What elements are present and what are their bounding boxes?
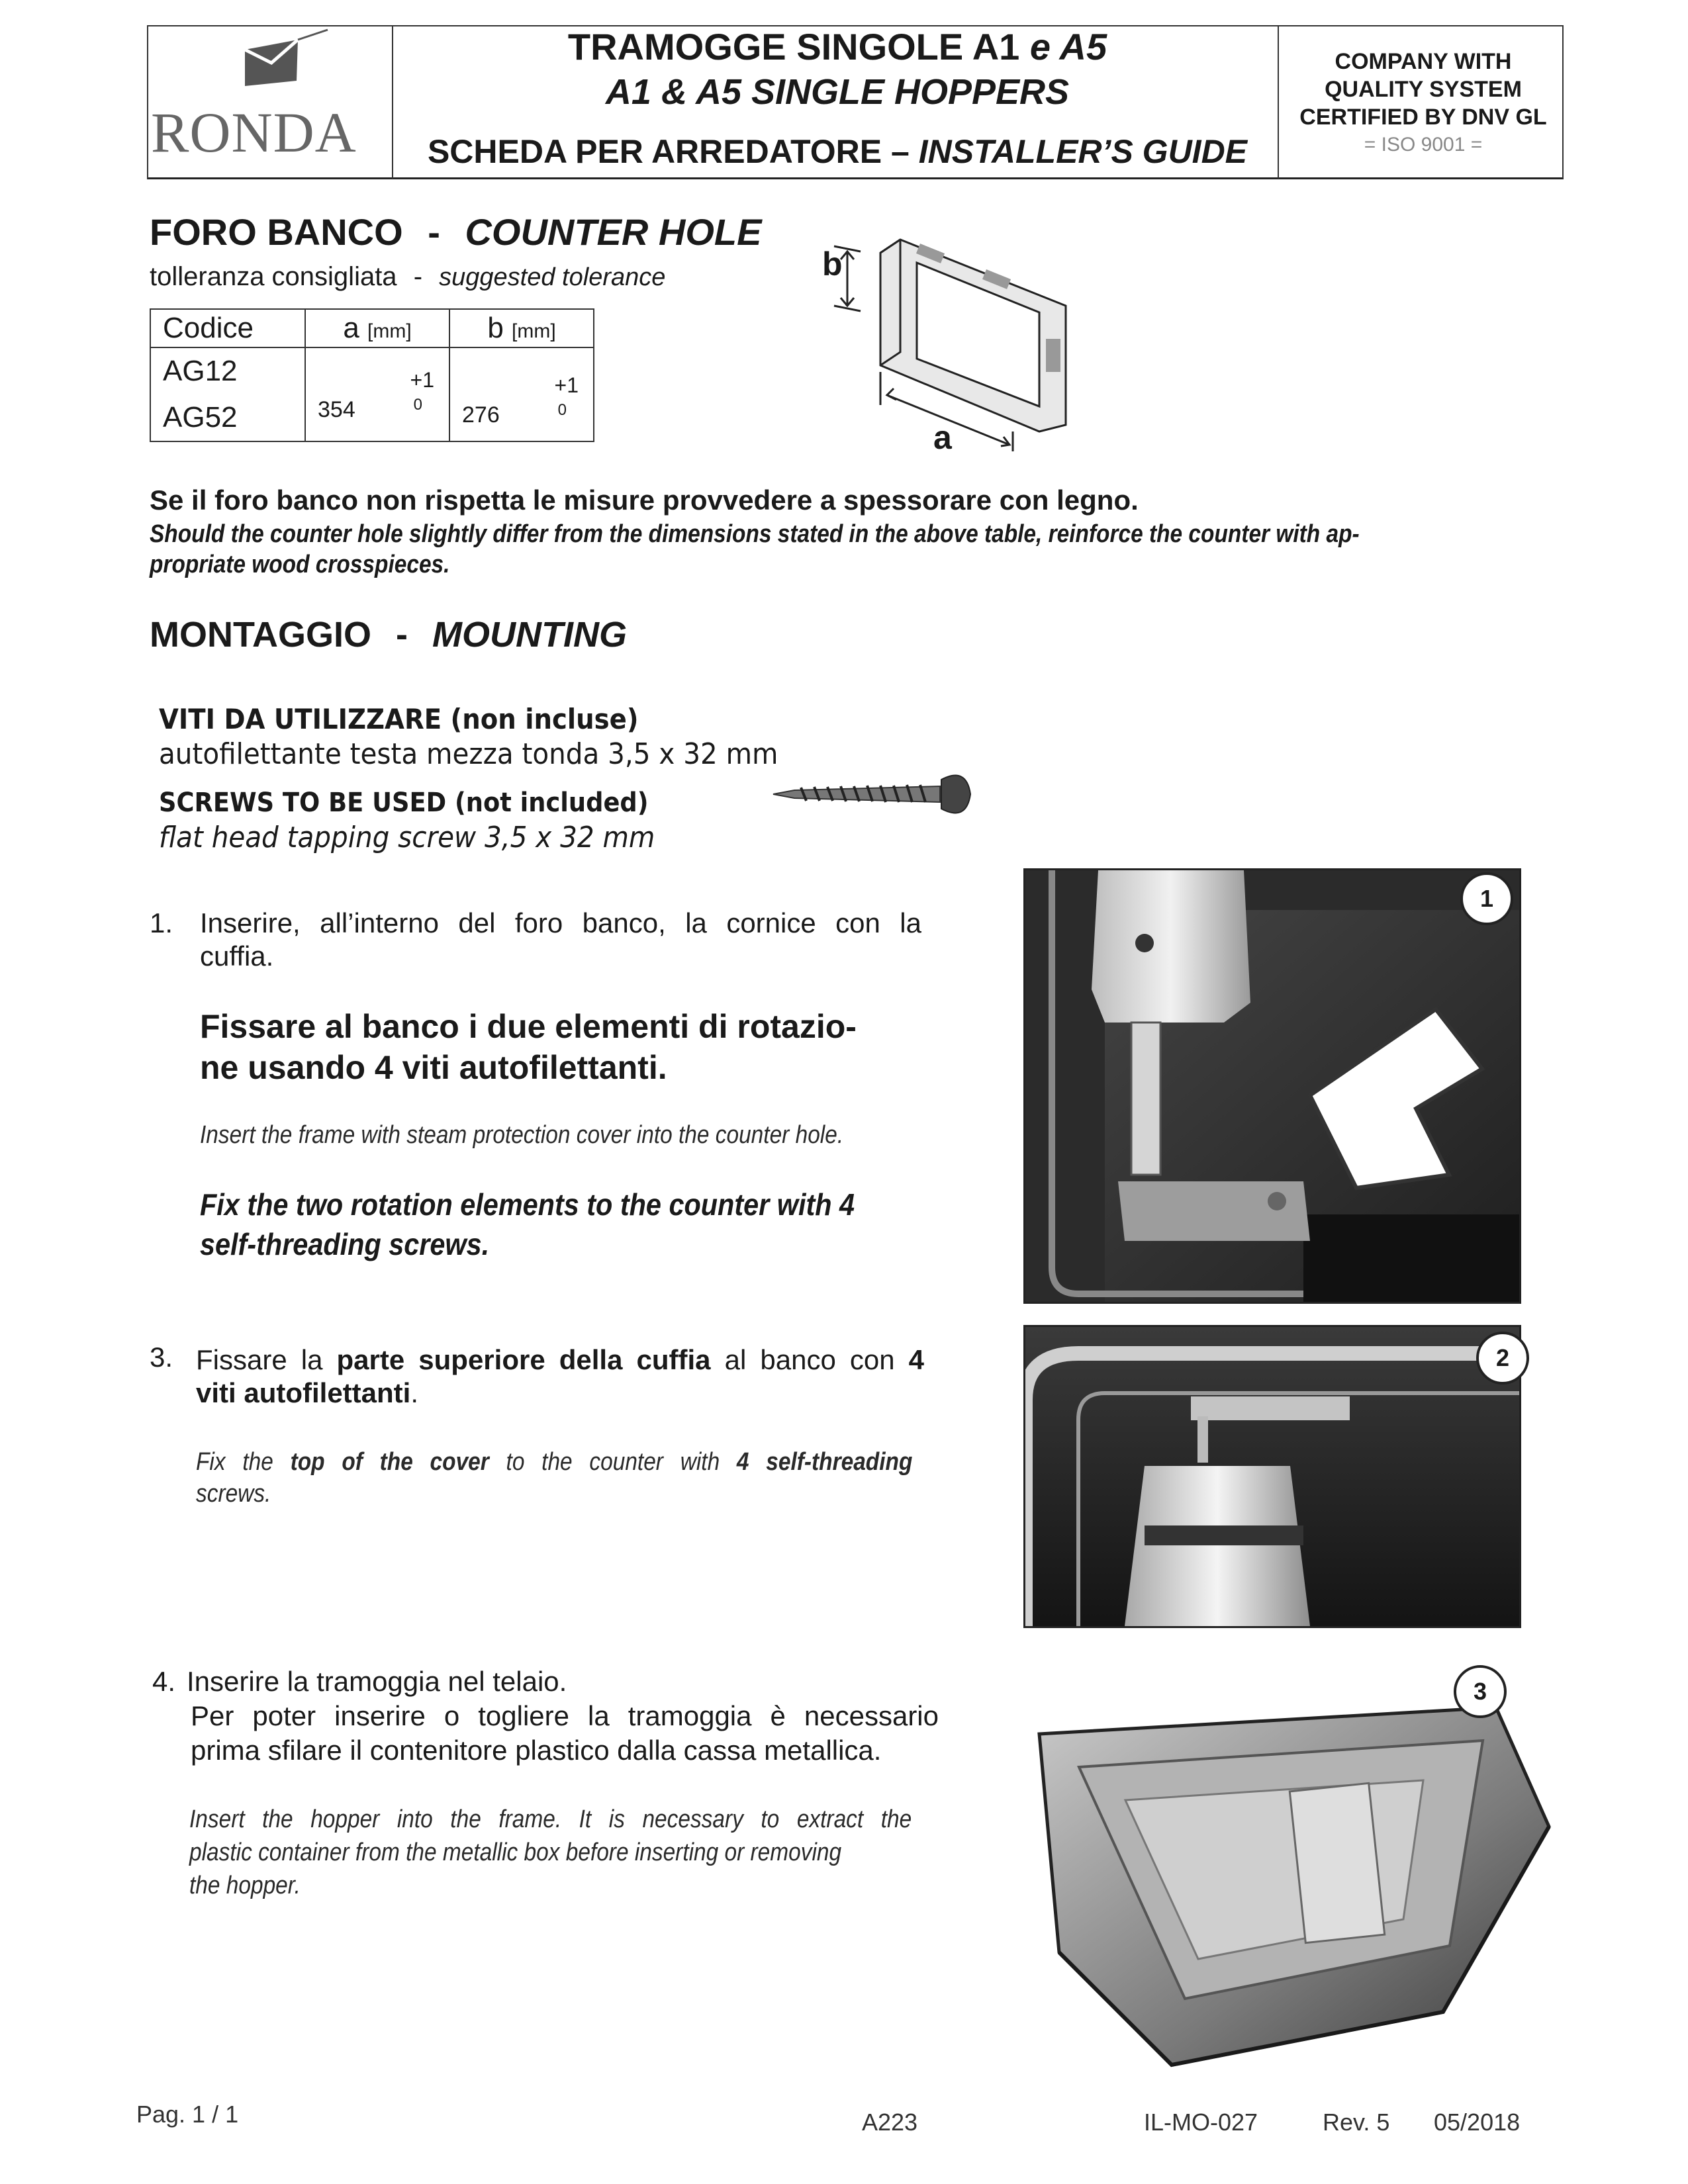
col-code-header: Codice	[150, 309, 305, 347]
counter-note-en-1: Should the counter hole slightly differ from the dimensions stated in the above table, reinforce the counter with ap-	[150, 520, 1360, 548]
cert-line-1: COMPANY WITH	[1335, 49, 1512, 74]
step-1-it-bold-line1: Fissare al banco i due elementi di rotazio-	[200, 1008, 857, 1045]
screws-it-title: VITI DA UTILIZZARE (non incluse)	[159, 703, 639, 735]
step-1-en: Insert the frame with steam protection cover into the counter hole.	[200, 1121, 844, 1149]
header-divider-left	[147, 25, 148, 179]
ronda-logo-icon	[238, 26, 331, 103]
header-divider-right	[1562, 25, 1564, 179]
step-3-number: 3.	[150, 1342, 173, 1373]
step-3-en-line1: Fix the top of the cover to the counter with 4 self-threading	[196, 1448, 913, 1476]
step-4-it-line3: prima sfilare il contenitore plastico dalla cassa metallica.	[191, 1735, 882, 1766]
logo-wordmark: RONDA	[151, 101, 357, 164]
step-1-it-bold-line2: ne usando 4 viti autofilettanti.	[200, 1049, 667, 1086]
step-3-it-line1: Fissare la parte superiore della cuffia al banco con 4	[196, 1344, 925, 1375]
step-1-en-bold-line1: Fix the two rotation elements to the counter with 4	[200, 1187, 855, 1222]
code-ag12: AG12	[163, 355, 238, 387]
a-value-cell: 354 +1 0	[305, 347, 449, 441]
photo-2-badge: 2	[1476, 1332, 1529, 1385]
cert-line-2: QUALITY SYSTEM	[1325, 77, 1522, 102]
col-b-header: b [mm]	[449, 309, 594, 347]
step-4-en-line1: Insert the hopper into the frame. It is necessary to extract the	[189, 1805, 912, 1833]
screws-en-desc: flat head tapping screw 3,5 x 32 mm	[159, 821, 655, 854]
step-4-en-line2: plastic container from the metallic box before inserting or removing	[189, 1839, 842, 1866]
step-4-number: 4.	[152, 1666, 176, 1697]
mounting-title: MONTAGGIO - MOUNTING	[150, 615, 627, 655]
counter-note-en-2: propriate wood crosspieces.	[150, 551, 450, 578]
photo-1-drill-rotation-element	[1023, 868, 1521, 1304]
b-value-cell: 276 +1 0	[449, 347, 594, 441]
header-title-en: A1 & A5 SINGLE HOPPERS	[605, 72, 1070, 112]
screw-icon	[768, 760, 980, 829]
photo-2-cover-top-screwing	[1023, 1325, 1521, 1628]
footer-revision: Rev. 5	[1323, 2109, 1390, 2136]
step-4-it-line1: Inserire la tramoggia nel telaio.	[187, 1666, 567, 1697]
diagram-label-a: a	[933, 419, 952, 456]
header-title-it: TRAMOGGE SINGOLE A1 e A5	[567, 26, 1107, 68]
header-divider-logo	[392, 25, 393, 179]
code-cell	[150, 347, 305, 441]
step-4-en-line3: the hopper.	[189, 1872, 301, 1899]
col-a-header: a [mm]	[305, 309, 449, 347]
step-1-it-line1: Inserire, all’interno del foro banco, la cornice con la	[200, 907, 921, 938]
screws-en-title: SCREWS TO BE USED (not included)	[159, 788, 649, 818]
header-divider-cert	[1278, 25, 1279, 179]
step-3-it-line2: viti autofilettanti.	[196, 1377, 419, 1408]
counter-note-it: Se il foro banco non rispetta le misure provvedere a spessorare con legno.	[150, 484, 1139, 516]
step-4-it-line2: Per poter inserire o togliere la tramoggia è necessario	[191, 1700, 939, 1731]
footer-code: A223	[862, 2109, 918, 2136]
counter-hole-diagram	[821, 233, 1099, 468]
cert-line-3: CERTIFIED BY DNV GL	[1299, 105, 1547, 130]
footer-date: 05/2018	[1434, 2109, 1521, 2136]
counter-hole-title: FORO BANCO - COUNTER HOLE	[150, 211, 762, 253]
footer-page: Pag. 1 / 1	[136, 2101, 239, 2128]
screws-it-desc: autofilettante testa mezza tonda 3,5 x 32 mm	[159, 737, 778, 771]
step-3-en-line2: screws.	[196, 1480, 271, 1508]
photo-1-badge: 1	[1460, 872, 1513, 925]
photo-3-hopper	[1019, 1668, 1562, 2081]
diagram-label-b: b	[822, 246, 843, 283]
cert-iso: = ISO 9001 =	[1364, 134, 1483, 156]
header-subtitle: SCHEDA PER ARREDATORE – INSTALLER’S GUIDE	[427, 133, 1248, 170]
footer-doc-number: IL-MO-027	[1144, 2109, 1258, 2136]
step-1-en-bold-line2: self-threading screws.	[200, 1227, 490, 1261]
tolerance-caption: tolleranza consigliata - suggested tolerance	[150, 262, 666, 291]
tolerance-table	[150, 308, 594, 442]
step-1-number: 1.	[150, 907, 173, 938]
header-bottom-rule	[147, 177, 1564, 179]
photo-3-badge: 3	[1454, 1665, 1507, 1718]
code-ag52: AG52	[163, 401, 238, 433]
step-1-it-line2: cuffia.	[200, 940, 274, 972]
